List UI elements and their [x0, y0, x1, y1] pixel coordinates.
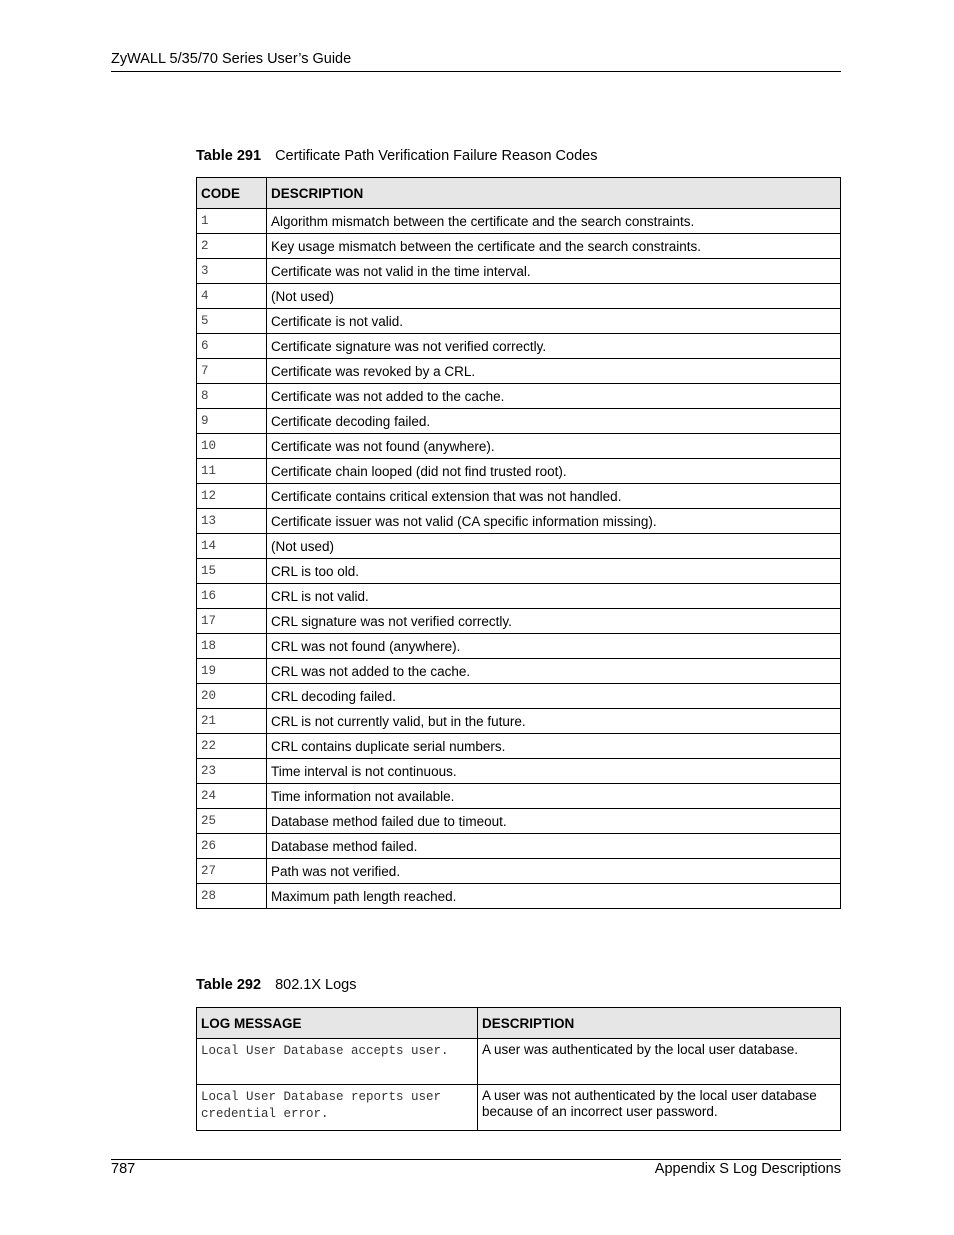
code-cell: 16: [197, 584, 267, 609]
column-header-log-message: LOG MESSAGE: [197, 1008, 478, 1039]
description-cell: Certificate issuer was not valid (CA specific information missing).: [267, 509, 841, 534]
header-rule: [111, 71, 841, 72]
footer-section-title: Appendix S Log Descriptions: [654, 1161, 841, 1177]
description-cell: A user was not authenticated by the local user database because of an incorrect user password.: [478, 1085, 841, 1131]
code-cell: 14: [197, 534, 267, 559]
description-cell: Maximum path length reached.: [267, 884, 841, 909]
table-row: [197, 384, 841, 409]
table-292-caption: [196, 977, 357, 993]
code-cell: 20: [197, 684, 267, 709]
table-row: [197, 1085, 841, 1131]
description-cell: Certificate decoding failed.: [267, 409, 841, 434]
description-cell: Certificate signature was not verified correctly.: [267, 334, 841, 359]
table-row: [197, 209, 841, 234]
table-row: [197, 584, 841, 609]
table-row: [197, 309, 841, 334]
table-row: [197, 834, 841, 859]
column-header-description: DESCRIPTION: [267, 178, 841, 209]
table-row: [197, 259, 841, 284]
description-cell: Key usage mismatch between the certificate and the search constraints.: [267, 234, 841, 259]
code-cell: 25: [197, 809, 267, 834]
description-cell: CRL signature was not verified correctly.: [267, 609, 841, 634]
table-row: [197, 884, 841, 909]
code-cell: 1: [197, 209, 267, 234]
code-cell: 2: [197, 234, 267, 259]
description-cell: Database method failed.: [267, 834, 841, 859]
code-cell: 15: [197, 559, 267, 584]
code-cell: 23: [197, 759, 267, 784]
code-cell: 12: [197, 484, 267, 509]
description-cell: Path was not verified.: [267, 859, 841, 884]
dot1x-logs-table: [196, 1007, 841, 1131]
failure-reason-codes-table: [196, 177, 841, 909]
code-cell: 3: [197, 259, 267, 284]
table-row: [197, 509, 841, 534]
description-cell: CRL decoding failed.: [267, 684, 841, 709]
code-cell: 21: [197, 709, 267, 734]
failure-reason-codes-body: [197, 209, 841, 909]
code-cell: 7: [197, 359, 267, 384]
code-cell: 4: [197, 284, 267, 309]
code-cell: 9: [197, 409, 267, 434]
code-cell: 22: [197, 734, 267, 759]
description-cell: Certificate was not valid in the time interval.: [267, 259, 841, 284]
description-cell: Certificate contains critical extension that was not handled.: [267, 484, 841, 509]
table-row: [197, 409, 841, 434]
table-row: [197, 809, 841, 834]
description-cell: CRL is not valid.: [267, 584, 841, 609]
table-292-caption-number: Table 292: [196, 977, 262, 993]
code-cell: 27: [197, 859, 267, 884]
table-row: [197, 534, 841, 559]
description-cell: Certificate was not found (anywhere).: [267, 434, 841, 459]
table-row: [197, 484, 841, 509]
table-header-row: [197, 178, 841, 209]
table-row: [197, 1039, 841, 1085]
table-row: [197, 559, 841, 584]
description-cell: Certificate is not valid.: [267, 309, 841, 334]
table-row: [197, 634, 841, 659]
table-row: [197, 859, 841, 884]
code-cell: 11: [197, 459, 267, 484]
running-header: ZyWALL 5/35/70 Series User’s Guide: [111, 51, 352, 67]
description-cell: CRL is not currently valid, but in the future.: [267, 709, 841, 734]
footer-rule: [111, 1159, 841, 1160]
page-number: 787: [111, 1161, 136, 1177]
description-cell: Time information not available.: [267, 784, 841, 809]
table-row: [197, 334, 841, 359]
log-message-cell: Local User Database accepts user.: [197, 1039, 478, 1085]
description-cell: (Not used): [267, 534, 841, 559]
description-cell: CRL is too old.: [267, 559, 841, 584]
description-cell: Time interval is not continuous.: [267, 759, 841, 784]
code-cell: 19: [197, 659, 267, 684]
table-row: [197, 659, 841, 684]
table-291-caption-number: Table 291: [196, 148, 262, 164]
code-cell: 8: [197, 384, 267, 409]
table-row: [197, 284, 841, 309]
code-cell: 5: [197, 309, 267, 334]
code-cell: 13: [197, 509, 267, 534]
column-header-description: DESCRIPTION: [478, 1008, 841, 1039]
description-cell: Algorithm mismatch between the certificate and the search constraints.: [267, 209, 841, 234]
code-cell: 26: [197, 834, 267, 859]
table-row: [197, 609, 841, 634]
table-header-row: [197, 1008, 841, 1039]
description-cell: A user was authenticated by the local user database.: [478, 1039, 841, 1085]
table-292-caption-title: 802.1X Logs: [275, 977, 357, 993]
code-cell: 28: [197, 884, 267, 909]
table-row: [197, 734, 841, 759]
log-message-cell: Local User Database reports user credential error.: [197, 1085, 478, 1131]
table-row: [197, 459, 841, 484]
description-cell: Certificate chain looped (did not find trusted root).: [267, 459, 841, 484]
description-cell: CRL was not found (anywhere).: [267, 634, 841, 659]
code-cell: 6: [197, 334, 267, 359]
table-row: [197, 434, 841, 459]
table-291-caption: [196, 148, 597, 164]
table-291-caption-title: Certificate Path Verification Failure Reason Codes: [275, 148, 598, 164]
description-cell: Certificate was revoked by a CRL.: [267, 359, 841, 384]
table-row: [197, 684, 841, 709]
dot1x-logs-body: [197, 1039, 841, 1131]
table-row: [197, 359, 841, 384]
description-cell: Database method failed due to timeout.: [267, 809, 841, 834]
code-cell: 18: [197, 634, 267, 659]
description-cell: Certificate was not added to the cache.: [267, 384, 841, 409]
table-row: [197, 234, 841, 259]
table-row: [197, 709, 841, 734]
code-cell: 24: [197, 784, 267, 809]
description-cell: CRL contains duplicate serial numbers.: [267, 734, 841, 759]
description-cell: (Not used): [267, 284, 841, 309]
column-header-code: CODE: [197, 178, 267, 209]
code-cell: 17: [197, 609, 267, 634]
description-cell: CRL was not added to the cache.: [267, 659, 841, 684]
code-cell: 10: [197, 434, 267, 459]
table-row: [197, 784, 841, 809]
table-row: [197, 759, 841, 784]
